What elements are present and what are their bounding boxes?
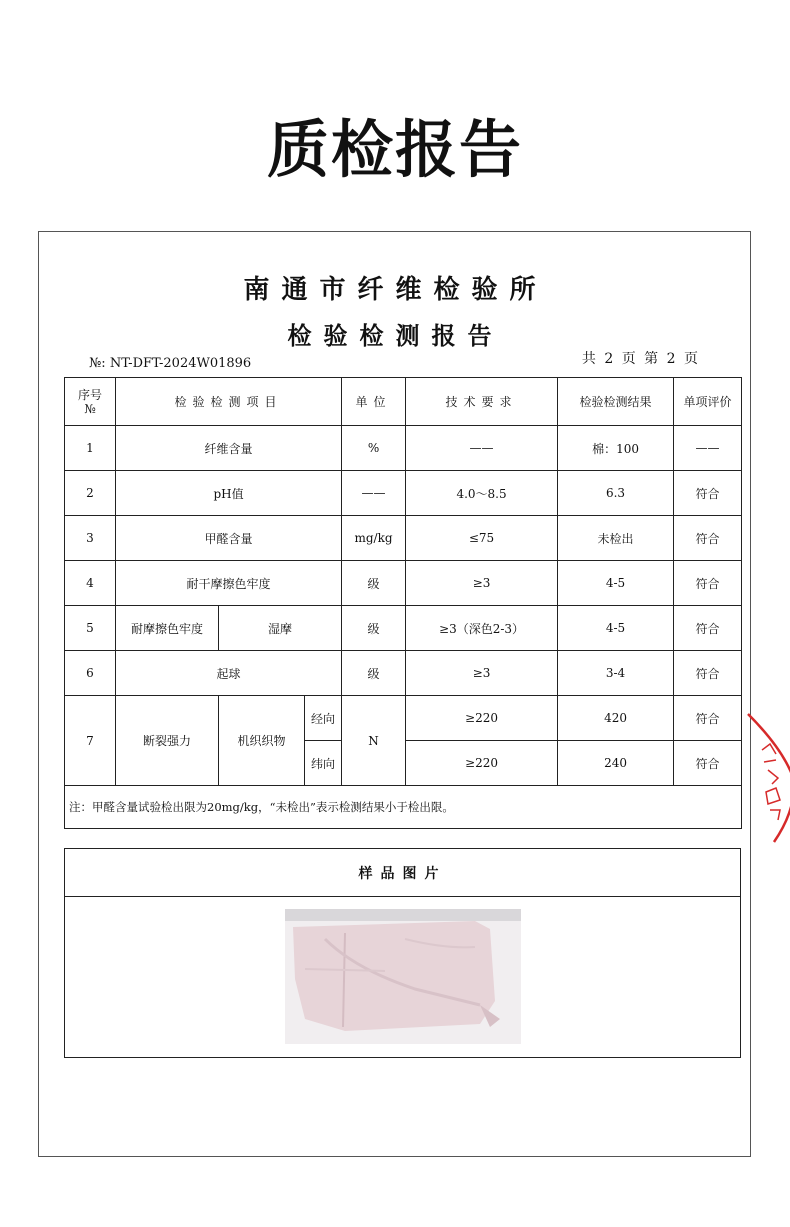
row-evaluation: 符合 (674, 606, 742, 651)
row-result: 4-5 (558, 561, 674, 606)
row-requirement: ≥3 (406, 651, 558, 696)
report-document (38, 231, 751, 1157)
table-row (65, 696, 742, 741)
row-item: 耐摩擦色牢度 (116, 606, 219, 651)
row-unit: N (342, 696, 406, 786)
header-seq-line2: № (84, 401, 96, 416)
row-direction: 纬向 (305, 741, 342, 786)
row-item: 起球 (116, 651, 342, 696)
header-seq-line1: 序号 (77, 387, 102, 402)
row-item: 纤维含量 (116, 426, 342, 471)
row-unit: 级 (342, 651, 406, 696)
table-row (65, 606, 742, 651)
row-evaluation: 符合 (674, 741, 742, 786)
row-seq: 6 (65, 651, 116, 696)
page-info: 共 2 页 第 2 页 (581, 351, 700, 367)
header-requirement: 技术要求 (406, 378, 558, 426)
table-row (65, 561, 742, 606)
results-table (64, 377, 742, 829)
sample-section (64, 848, 741, 1058)
row-requirement: ≥3 (406, 561, 558, 606)
row-result: 240 (558, 741, 674, 786)
header-item: 检验检测项目 (116, 378, 342, 426)
row-unit: 级 (342, 561, 406, 606)
row-requirement: 4.0～8.5 (406, 471, 558, 516)
header-unit: 单位 (342, 378, 406, 426)
row-result: 未检出 (558, 516, 674, 561)
row-requirement: ≥3（深色2-3） (406, 606, 558, 651)
row-item: 耐干摩擦色牢度 (116, 561, 342, 606)
row-item: 甲醛含量 (116, 516, 342, 561)
row-seq: 3 (65, 516, 116, 561)
row-evaluation: —— (674, 426, 742, 471)
report-title: 检验检测报告 (287, 322, 504, 350)
row-result: 420 (558, 696, 674, 741)
row-seq: 5 (65, 606, 116, 651)
header-evaluation: 单项评价 (674, 378, 742, 426)
row-evaluation: 符合 (674, 516, 742, 561)
official-seal-stamp (744, 710, 790, 845)
table-row (65, 516, 742, 561)
row-item: pH值 (116, 471, 342, 516)
table-row (65, 471, 742, 516)
row-seq: 4 (65, 561, 116, 606)
row-result: 4-5 (558, 606, 674, 651)
row-unit: % (342, 426, 406, 471)
row-result: 6.3 (558, 471, 674, 516)
row-requirement: ≥220 (406, 696, 558, 741)
table-row (65, 651, 742, 696)
row-requirement: ≤75 (406, 516, 558, 561)
page-title: 质检报告 (266, 113, 523, 186)
row-item: 断裂强力 (116, 696, 219, 786)
row-evaluation: 符合 (674, 561, 742, 606)
row-evaluation: 符合 (674, 651, 742, 696)
row-unit: —— (342, 471, 406, 516)
table-row (65, 426, 742, 471)
table-note: 注：甲醛含量试验检出限为20mg/kg，“未检出”表示检测结果小于检出限。 (65, 786, 742, 829)
row-requirement: ≥220 (406, 741, 558, 786)
note-row (65, 786, 742, 829)
sample-fabric-photo (285, 909, 521, 1044)
row-direction: 经向 (305, 696, 342, 741)
row-subitem: 湿摩 (219, 606, 342, 651)
row-requirement: —— (406, 426, 558, 471)
row-seq: 2 (65, 471, 116, 516)
row-evaluation: 符合 (674, 471, 742, 516)
header-result: 检验检测结果 (558, 378, 674, 426)
row-subitem: 机织织物 (219, 696, 305, 786)
row-seq: 1 (65, 426, 116, 471)
row-unit: mg/kg (342, 516, 406, 561)
row-unit: 级 (342, 606, 406, 651)
org-name: 南通市纤维检验所 (243, 275, 548, 305)
table-header-row (65, 378, 742, 426)
row-seq: 7 (65, 696, 116, 786)
row-evaluation: 符合 (674, 696, 742, 741)
row-result: 棉：100 (558, 426, 674, 471)
report-number: №: NT-DFT-2024W01896 (89, 356, 252, 371)
sample-header: 样品图片 (65, 849, 740, 897)
row-result: 3-4 (558, 651, 674, 696)
header-seq (65, 378, 116, 426)
